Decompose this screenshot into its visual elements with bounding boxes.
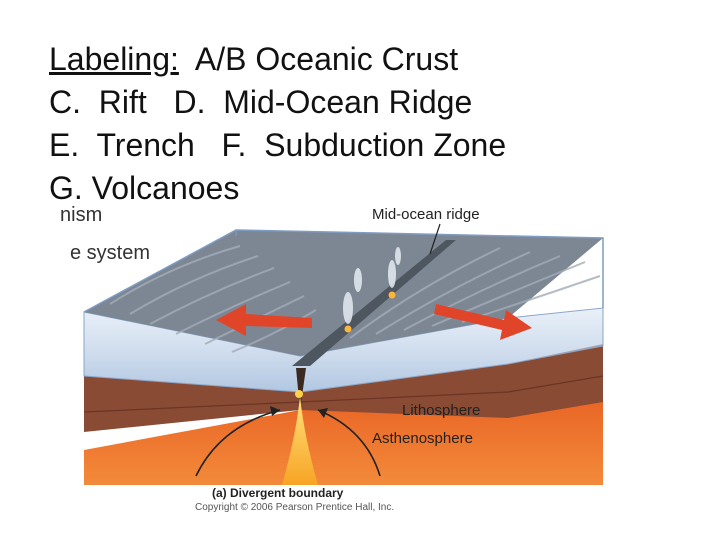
figure-caption: (a) Divergent boundary bbox=[212, 486, 344, 500]
labeling-line-4: G. Volcanoes bbox=[49, 170, 240, 206]
lithosphere-label: Lithosphere bbox=[402, 402, 481, 419]
labeling-line-1 bbox=[49, 38, 689, 81]
labeling-heading: Labeling: bbox=[49, 41, 179, 77]
partial-text-1: nism bbox=[60, 204, 103, 226]
labeling-line-2: C. Rift D. Mid-Ocean Ridge bbox=[49, 84, 473, 120]
partial-text-2: e system bbox=[70, 242, 151, 264]
divergent-boundary-diagram bbox=[0, 196, 720, 540]
mid-ocean-ridge-label: Mid-ocean ridge bbox=[372, 206, 480, 223]
labeling-line-3: E. Trench F. Subduction Zone bbox=[49, 127, 507, 163]
asthenosphere-label: Asthenosphere bbox=[372, 430, 473, 447]
labeling-line-1-rest: A/B Oceanic Crust bbox=[178, 41, 459, 77]
copyright-notice: Copyright © 2006 Pearson Prentice Hall, Inc. bbox=[195, 502, 395, 513]
slide-labeling-text bbox=[49, 38, 689, 210]
